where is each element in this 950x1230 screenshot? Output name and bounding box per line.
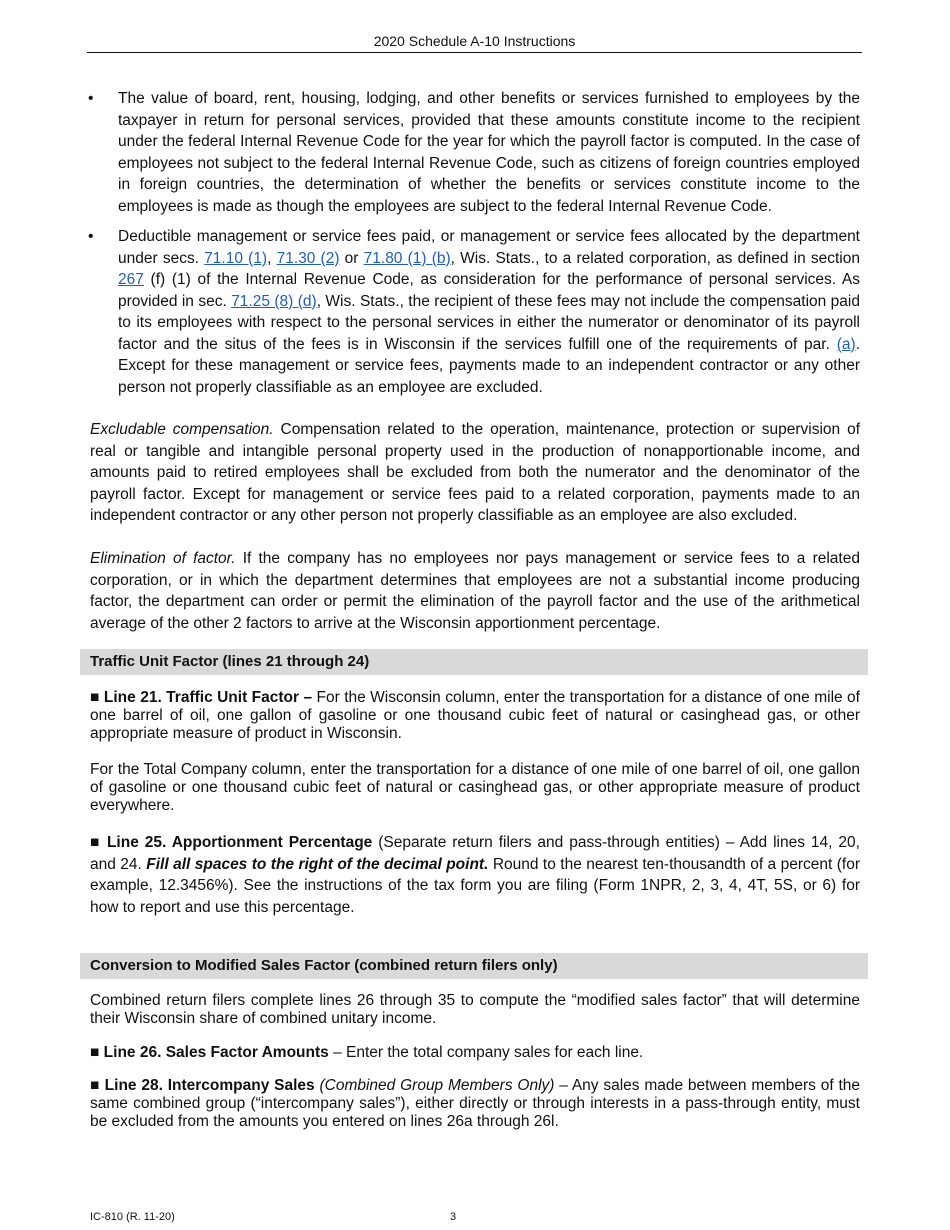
form-number: IC-810 (R. 11-20) (90, 1211, 175, 1223)
line-26-instruction (90, 1044, 860, 1062)
text-run: (f) (1) of the Internal Revenue Code, as consideration for the performance of personal services. As provided in sec. (118, 271, 860, 310)
bullet-text: The value of board, rent, housing, lodging, and other benefits or services furnished to employees by the taxpayer in return for personal services, provided that these amounts constitute income to the recipient under the federal Internal Revenue Code for the year for which the payroll factor is computed. In the case of employees not subject to the federal Internal Revenue Code, such as citizens of foreign countries employed in foreign countries, the determination of whether the benefits or services constitute income to the employees is made as though the employees are subject to the federal Internal Revenue Code. (118, 90, 860, 215)
text-run: Deductible management or service fees paid, or management or service fees allocated by the department under secs. (118, 228, 860, 267)
line-text: For the Wisconsin column, enter the transportation for a distance of one mile of one barrel of oil, one gallon of gasoline or one thousand cubic feet of natural or casinghead gas, or other appropriate measure of product in Wisconsin. (90, 689, 860, 742)
line-title-text: Line 21. Traffic Unit Factor – (99, 689, 313, 706)
text-run: , (267, 249, 277, 267)
total-company-paragraph: For the Total Company column, enter the transportation for a distance of one mile of one barrel of oil, one gallon of gasoline or one thousand cubic feet of natural or casinghead gas, or other appropriate measure of product everywhere. (90, 761, 860, 814)
bullet-list (88, 88, 860, 407)
elimination-of-factor-paragraph (90, 548, 860, 634)
statute-link-71-25-8-d[interactable]: 71.25 (8) (d) (231, 292, 317, 310)
excludable-compensation-paragraph (90, 419, 860, 527)
line-title (90, 689, 312, 706)
line-title (90, 834, 372, 851)
line-text: (Separate return filers and pass-through entities) – Add lines 14, 20, and 24. (90, 834, 860, 873)
line-text: – Any sales made between members of the same combined group (“intercompany sales”), either directly or through interests in a pass-through entity, must be excluded from the amounts you entered on lines 26a through 26l. (90, 1077, 861, 1130)
text-run: , Wis. Stats., to a related corporation, as defined in section (450, 249, 860, 267)
bullet-marker: • (88, 228, 94, 245)
square-bullet-icon: ■ (90, 1077, 100, 1094)
page-number: 3 (450, 1211, 457, 1223)
statute-link-71-10-1[interactable]: 71.10 (1) (204, 249, 268, 267)
square-bullet-icon: ■ (90, 689, 100, 706)
square-bullet-icon: ■ (90, 834, 102, 851)
text-run: or (339, 249, 364, 267)
line-21-instruction (90, 689, 860, 743)
paragraph-link-a[interactable]: (a) (836, 335, 856, 353)
text-run: . Except for these management or service fees, payments made to an independent contractor or any other person not properly classifiable as an employee are excluded. (118, 335, 860, 396)
line-28-instruction (90, 1077, 860, 1131)
page-header: 2020 Schedule A-10 Instructions (87, 33, 862, 53)
line-title (90, 1077, 315, 1094)
emphasis-text: Fill all spaces to the right of the decimal point. (146, 855, 489, 873)
italic-qualifier: (Combined Group Members Only) (314, 1077, 555, 1094)
paragraph-lead: Excludable compensation. (90, 421, 274, 438)
square-bullet-icon: ■ (90, 1044, 100, 1061)
bullet-item-board-rent (88, 88, 860, 217)
statute-link-71-30-2[interactable]: 71.30 (2) (276, 249, 340, 267)
line-title (90, 1044, 329, 1061)
text-run: , Wis. Stats., the recipient of these fees may not include the compensation paid to its employees with respect to the personal services in either the numerator or denominator of its payroll factor and the situs of the fees is in Wisconsin if the services fulfill one of the requirements of par. (118, 292, 860, 353)
line-title-text: Line 26. Sales Factor Amounts (99, 1044, 329, 1061)
paragraph-text: Compensation related to the operation, maintenance, protection or supervision of real or tangible and intangible personal property used in the production of nonapportionable income, and amounts paid to retired employees shall be excluded from both the numerator and the denominator of the payroll factor. Except for management or service fees paid to a related corporation, payments made to an independent contractor or any other person not properly classifiable as an employee are also excluded. (90, 421, 861, 524)
section-heading-traffic-unit-factor: Traffic Unit Factor (lines 21 through 24) (80, 649, 868, 675)
line-25-instruction (90, 832, 860, 918)
section-heading-conversion-modified-sales: Conversion to Modified Sales Factor (combined return filers only) (80, 953, 868, 979)
line-title-text: Line 28. Intercompany Sales (99, 1077, 315, 1094)
statute-link-71-80-1-b[interactable]: 71.80 (1) (b) (363, 249, 451, 267)
line-title-text: Line 25. Apportionment Percentage (101, 834, 373, 851)
paragraph-text: If the company has no employees nor pays management or service fees to a related corporation, or in which the department determines that employees are not a substantial income producing factor, the department can order or permit the elimination of the payroll factor and the use of the arithmetical average of the other 2 factors to arrive at the Wisconsin apportionment percentage. (90, 550, 860, 632)
bullet-item-management-fees (88, 226, 860, 398)
line-text: – Enter the total company sales for each line. (328, 1044, 644, 1061)
bullet-marker: • (88, 90, 94, 107)
bullet-text (118, 228, 860, 396)
line-text: Round to the nearest ten-thousandth of a percent (for example, 12.3456%). See the instructions of the tax form you are filing (Form 1NPR, 2, 3, 4, 4T, 5S, or 6) for how to report and use this percentage. (90, 855, 860, 916)
paragraph-lead: Elimination of factor. (90, 550, 236, 567)
combined-return-paragraph: Combined return filers complete lines 26 through 35 to compute the “modified sales factor” that will determine their Wisconsin share of combined unitary income. (90, 992, 860, 1027)
irc-link-267[interactable]: 267 (118, 271, 144, 288)
